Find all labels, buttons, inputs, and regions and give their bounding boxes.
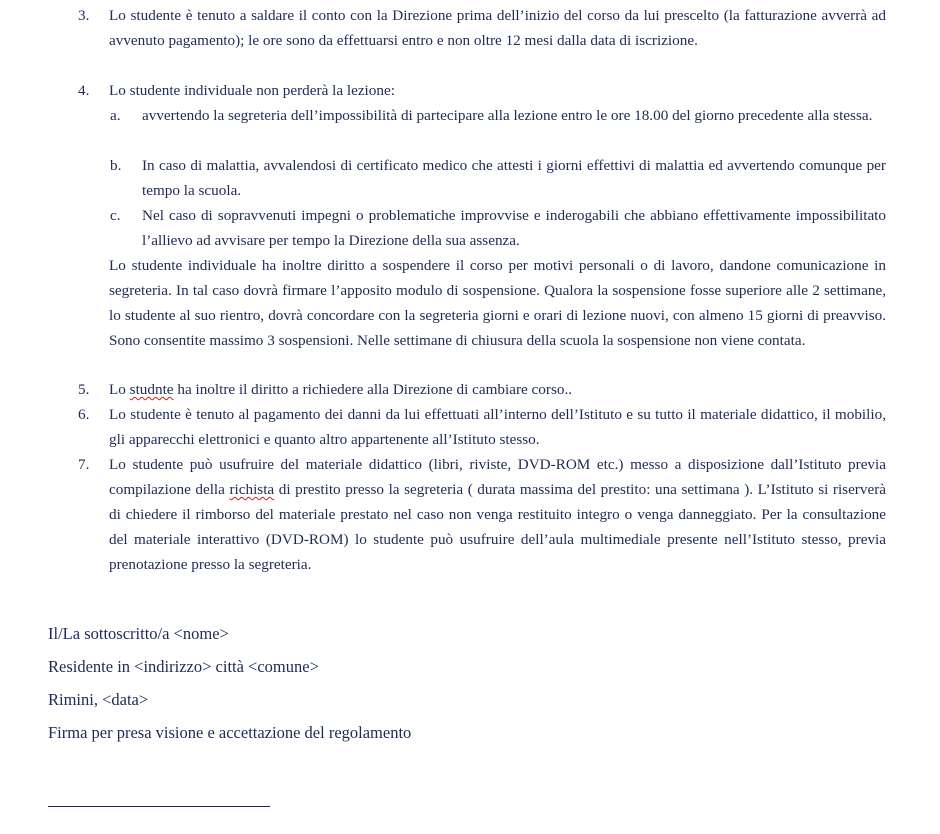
sub-item-text: avvertendo la segreteria dell’impossibilità di partecipare alla lezione entro le ore 18.00 del giorno precedente alla stessa. [142,107,873,124]
residence-line: Residente in <indirizzo> città <comune> [48,657,319,676]
sub-item-text: Nel caso di sopravvenuti impegni o problematiche improvvise e inderogabili che abbiano effettivamente impossibilitato l’allievo ad avvisare per tempo la Direzione della sua assenza. [142,207,886,249]
list-item-number: 5. [78,381,90,398]
sub-item-letter: c. [110,207,121,224]
list-item-text: Lo studente è tenuto al pagamento dei danni da lui effettuati all’interno dell’Istituto e su tutto il materiale didattico, il mobilio, gli apparecchi elettronici e quanto altro appartenente all’Istituto stesso. [109,406,886,448]
place-date-line: Rimini, <data> [48,690,149,709]
suspension-paragraph: Lo studente individuale ha inoltre diritto a sospendere il corso per motivi personali o di lavoro, dandone comunicazione in segreteria. In tal caso dovrà firmare l’apposito modulo di sospensione. Qualora la sospensione fosse superiore alle 2 settimane, lo studente al suo rientro, dovrà concordare con la segreteria giorni e orari di lezione nuovi, con almeno 15 giorni di preavviso. Sono consentite massimo 3 sospensioni. Nelle settimane di chiusura della scuola la sospensione non viene contata. [109,257,886,349]
list-item-number: 3. [78,7,90,24]
list-item-4 [78,78,886,103]
text-segment: Lo [109,381,130,398]
sub-item-letter: a. [110,107,121,124]
list-item-6 [78,402,886,452]
list-item-text [109,377,886,402]
sub-item-c [110,203,886,253]
list-item-number: 6. [78,406,90,423]
text-segment: ha inoltre il diritto a richiedere alla Direzione di cambiare corso.. [173,381,573,398]
misspelled-word[interactable]: studnte [129,381,174,398]
list-item-text: Lo studente è tenuto a saldare il conto con la Direzione prima dell’inizio del corso da lui prescelto (la fatturazione avverrà ad avvenuto pagamento); le ore sono da effettuarsi entro e non oltre 12 mesi dalla data di iscrizione. [109,7,886,49]
acceptance-line: Firma per presa visione e accettazione del regolamento [48,723,412,742]
list-item-number: 4. [78,82,90,99]
list-item-text: Lo studente individuale non perderà la lezione: [109,82,395,99]
text-segment: Lo studente può usufruire del materiale didattico (libri, riviste, DVD-ROM etc.) messo a disposizione dall’Istituto previa compilazione della [109,456,886,498]
text-segment: di prestito presso la segreteria ( durata massima del prestito: una settimana ). L’Istituto si riserverà di chiedere il rimborso del materiale prestato nel caso non venga restituito integro o venga danneggiato. Per la consultazione del materiale interattivo (DVD-ROM) lo studente può usufruire dell’aula multimediale presente nell’Istituto stesso, previa prenotazione presso la segreteria. [109,481,886,573]
misspelled-word[interactable]: richista [229,481,275,498]
signature-underline [48,806,270,807]
sub-item-a [110,103,886,128]
list-item-5 [78,377,886,402]
sub-item-text: In caso di malattia, avvalendosi di certificato medico che attesti i giorni effettivi di malattia ed avvertendo comunque per tempo la scuola. [142,157,886,199]
list-item-7 [78,452,886,577]
list-item-text [109,452,886,577]
signatory-name-line: Il/La sottoscritto/a <nome> [48,624,229,643]
list-item-number: 7. [78,456,90,473]
sub-item-letter: b. [110,157,122,174]
list-item-3 [78,3,886,53]
sub-item-b [110,153,886,203]
